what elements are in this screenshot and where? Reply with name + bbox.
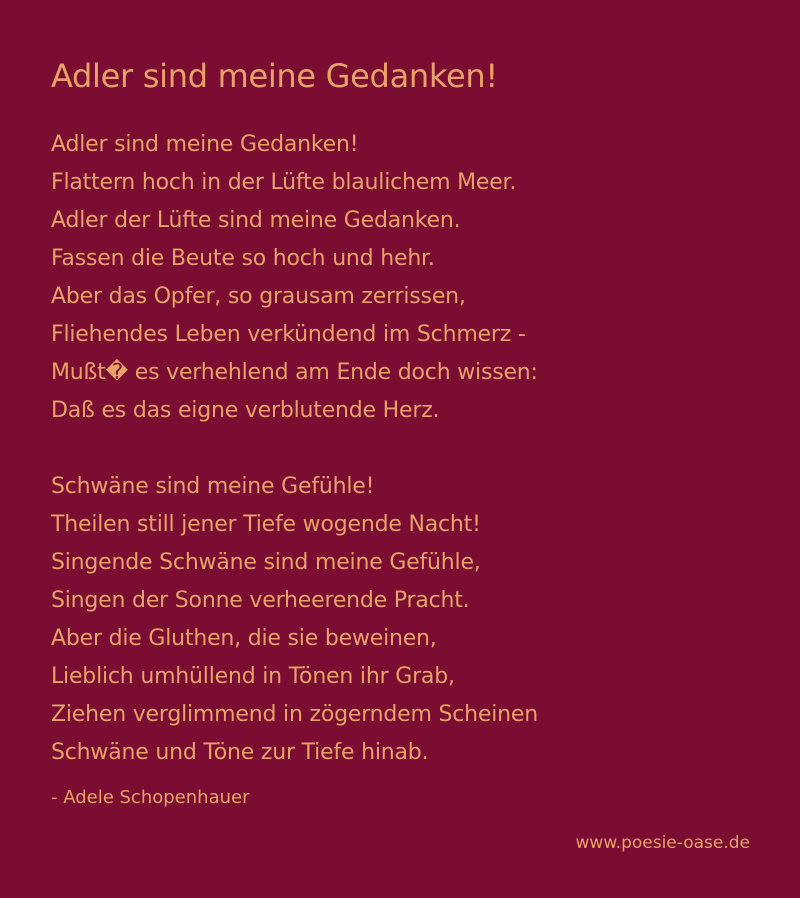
poem-line: Aber die Gluthen, die sie beweinen, [51, 626, 437, 651]
poem-line: Ziehen verglimmend in zögerndem Scheinen [51, 702, 538, 727]
poem-line: Fliehendes Leben verkündend im Schmerz - [51, 322, 526, 347]
poem-line: Fassen die Beute so hoch und hehr. [51, 246, 435, 271]
poem-line: Theilen still jener Tiefe wogende Nacht! [51, 512, 481, 537]
poem-line: Singende Schwäne sind meine Gefühle, [51, 550, 481, 575]
poem-author: - Adele Schopenhauer [51, 787, 250, 808]
poem-line: Mußt� es verhehlend am Ende doch wissen: [51, 360, 538, 385]
poem-line: Lieblich umhüllend in Tönen ihr Grab, [51, 664, 455, 689]
poem-line: Schwäne sind meine Gefühle! [51, 474, 375, 499]
poem-line: Daß es das eigne verblutende Herz. [51, 398, 440, 423]
poem-line: Adler sind meine Gedanken! [51, 132, 359, 157]
poem-line: Adler der Lüfte sind meine Gedanken. [51, 208, 461, 233]
poem-line: Singen der Sonne verheerende Pracht. [51, 588, 470, 613]
stanza-2 [51, 468, 538, 772]
poem-title: Adler sind meine Gedanken! [51, 57, 498, 95]
poem-line: Flattern hoch in der Lüfte blaulichem Meer. [51, 170, 517, 195]
stanza-1 [51, 126, 538, 430]
poem-line: Aber das Opfer, so grausam zerrissen, [51, 284, 466, 309]
website-link[interactable]: www.poesie-oase.de [575, 833, 750, 853]
poem-line: Schwäne und Töne zur Tiefe hinab. [51, 740, 429, 765]
